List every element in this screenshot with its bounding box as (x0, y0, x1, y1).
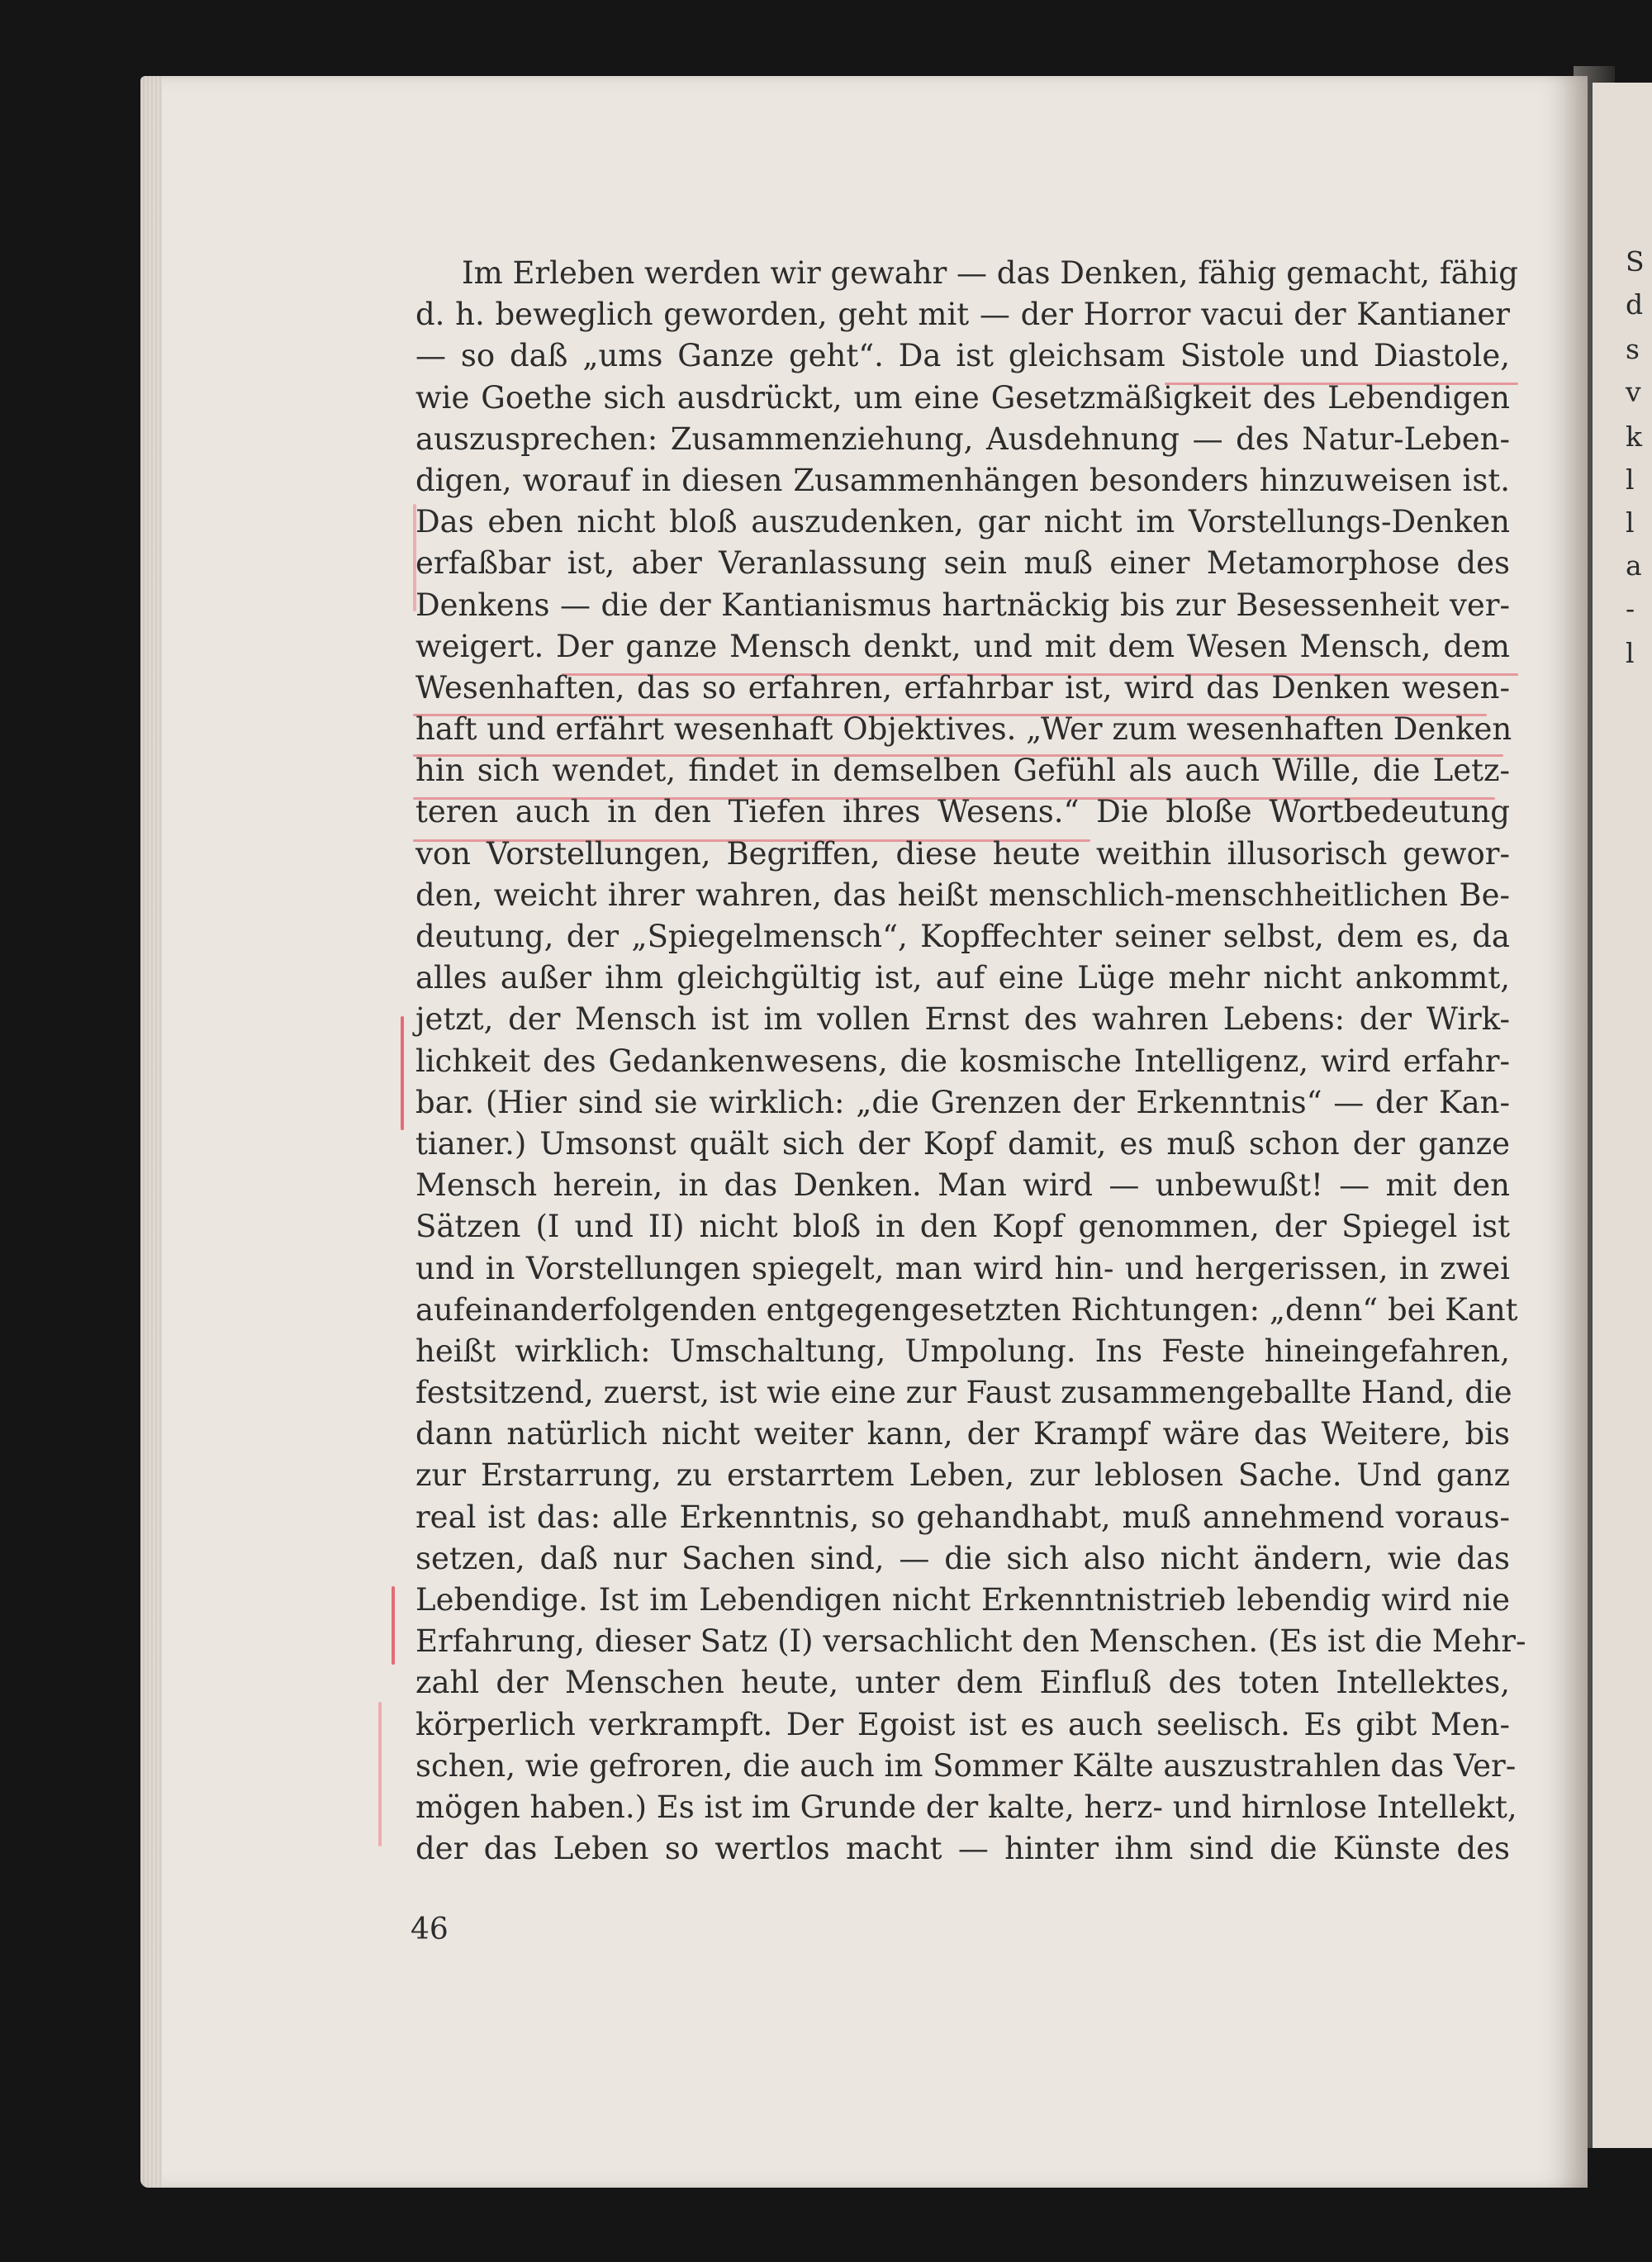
text-line: d. h. beweglich geworden, geht mit — der Horror vacui der Kantianer (415, 297, 1510, 333)
text-line: wie Goethe sich ausdrückt, um eine Gesetzmäßigkeit des Lebendigen (415, 379, 1510, 416)
text-line: hin sich wendet, findet in demselben Gefühl als auch Wille, die Letz- (415, 753, 1510, 789)
text-line: mögen haben.) Es ist im Grunde der kalte, herz- und hirnlose Intellekt, (415, 1789, 1517, 1825)
text-line: Sätzen (I und II) nicht bloß in den Kopf genommen, der Spiegel ist (415, 1209, 1510, 1245)
text-line: deutung, der „Spiegelmensch“, Kopffechter seiner selbst, dem es, da (415, 919, 1510, 954)
text-line: Denkens — die der Kantianismus hartnäckig bis zur Besessenheit ver- (415, 587, 1510, 623)
text-line: von Vorstellungen, Begriffen, diese heute weithin illusorisch gewor- (415, 835, 1510, 872)
text-line: dann natürlich nicht weiter kann, der Krampf wäre das Weitere, bis (415, 1416, 1510, 1452)
text-line: tianer.) Umsonst quält sich der Kopf damit, es muß schon der ganze (415, 1125, 1510, 1162)
text-line: erfaßbar ist, aber Veranlassung sein muß einer Metamorphose des (415, 545, 1510, 582)
text-line: Das eben nicht bloß auszudenken, gar nicht im Vorstellungs-Denken (415, 504, 1510, 540)
text-line: jetzt, der Mensch ist im vollen Ernst des wahren Lebens: der Wirk- (415, 1001, 1510, 1038)
text-line: schen, wie gefroren, die auch im Sommer Kälte auszustrahlen das Ver- (415, 1747, 1517, 1784)
text-line: auszusprechen: Zusammenziehung, Ausdehnung — des Natur-Leben- (415, 421, 1510, 457)
text-line: aufeinanderfolgenden entgegengesetzten Richtungen: „denn“ bei Kant (415, 1291, 1518, 1328)
text-line: lichkeit des Gedankenwesens, die kosmische Intelligenz, wird erfahr- (415, 1043, 1510, 1079)
facing-page-fragment: l (1626, 463, 1635, 496)
facing-page-edge (1593, 83, 1652, 2148)
text-line: heißt wirklich: Umschaltung, Umpolung. Ins Feste hineingefahren, (415, 1333, 1510, 1369)
facing-page-fragment: S (1626, 245, 1645, 278)
text-line: Erfahrung, dieser Satz (I) versachlicht den Menschen. (Es ist die Mehr- (415, 1623, 1526, 1660)
facing-page-fragment: a (1626, 549, 1642, 582)
text-line: teren auch in den Tiefen ihres Wesens.“ Die bloße Wortbedeutung (415, 794, 1510, 830)
text-line: zahl der Menschen heute, unter dem Einfluß des toten Intellektes, (415, 1665, 1510, 1701)
text-line: den, weicht ihrer wahren, das heißt menschlich-menschheitlichen Be- (415, 877, 1510, 913)
body-text (415, 253, 1526, 1870)
text-line: haft und erfährt wesenhaft Objektives. „Wer zum wesenhaften Denken (415, 711, 1512, 748)
facing-page-fragment: k (1626, 421, 1642, 453)
margin-mark (401, 1016, 404, 1130)
text-line: der das Leben so wertlos macht — hinter ihm sind die Künste des (415, 1831, 1510, 1867)
facing-page-fragment: v (1626, 376, 1641, 408)
text-line: Mensch herein, in das Denken. Man wird — unbewußt! — mit den (415, 1167, 1510, 1204)
page-stack-edge (140, 76, 162, 2188)
margin-mark (378, 1702, 382, 1846)
facing-page-fragment: d (1626, 288, 1644, 321)
margin-mark (392, 1586, 395, 1665)
text-line: und in Vorstellungen spiegelt, man wird hin- und hergerissen, in zwei (415, 1250, 1510, 1286)
text-line: real ist das: alle Erkenntnis, so gehandhabt, muß annehmend voraus- (415, 1499, 1510, 1535)
facing-page-fragment: l (1626, 506, 1635, 539)
text-line: digen, worauf in diesen Zusammenhängen besonders hinzuweisen ist. (415, 462, 1510, 498)
text-line: alles außer ihm gleichgültig ist, auf eine Lüge mehr nicht ankommt, (415, 960, 1510, 996)
text-line: körperlich verkrampft. Der Egoist ist es auch seelisch. Es gibt Men- (415, 1706, 1510, 1742)
text-line: weigert. Der ganze Mensch denkt, und mit dem Wesen Mensch, dem (415, 628, 1510, 664)
text-line: Im Erleben werden wir gewahr — das Denken, fähig gemacht, fähig (462, 255, 1518, 291)
text-line: bar. (Hier sind sie wirklich: „die Grenzen der Erkenntnis“ — der Kan- (415, 1084, 1510, 1120)
text-line: zur Erstarrung, zu erstarrtem Leben, zur leblosen Sache. Und ganz (415, 1457, 1510, 1494)
facing-page-fragment: - (1626, 592, 1635, 625)
facing-page-fragment: s (1626, 333, 1640, 365)
text-line: Lebendige. Ist im Lebendigen nicht Erkenntnistrieb lebendig wird nie (415, 1582, 1510, 1618)
text-line: Wesenhaften, das so erfahren, erfahrbar ist, wird das Denken wesen- (415, 669, 1510, 706)
facing-page-fragment: l (1626, 637, 1635, 669)
text-line: — so daß „ums Ganze geht“. Da ist gleichsam Sistole und Diastole, (415, 338, 1510, 374)
page-number: 46 (411, 1913, 449, 1946)
text-line: festsitzend, zuerst, ist wie eine zur Faust zusammengeballte Hand, die (415, 1375, 1512, 1411)
text-line: setzen, daß nur Sachen sind, — die sich also nicht ändern, wie das (415, 1540, 1510, 1576)
